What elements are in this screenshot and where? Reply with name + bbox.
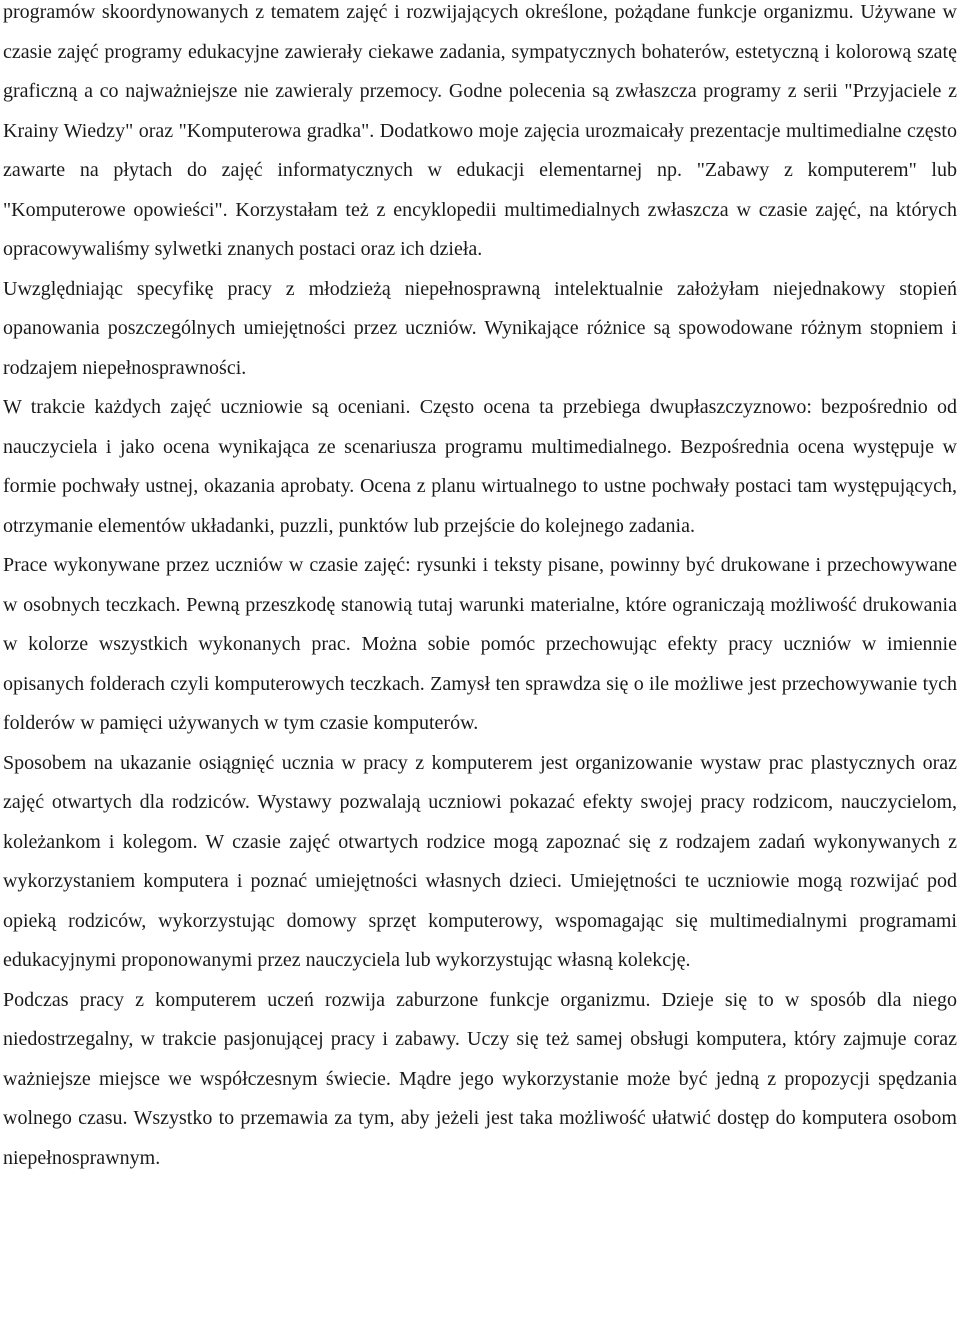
- paragraph-specificity: Uwzględniając specyfikę pracy z młodzieżą niepełnosprawną intelektualnie założyłam niejednakowy stopień opanowania poszczególnych umiejętności przez uczniów. Wynikające różnice są spowodowane różnym stopniem i rodzajem niepełnosprawności.: [3, 277, 957, 379]
- paragraph-assessment: W trakcie każdych zajęć uczniowie są oceniani. Często ocena ta przebiega dwupłaszczyznowo: bezpośrednio od nauczyciela i jako ocena wynikająca ze scenariusza programu multimedialnego. Bezpośrednia ocena występuje w formie pochwały ustnej, okazania aprobaty. Ocena z planu wirtualnego to ustne pochwały postaci tam występujących, otrzymanie elementów układanki, puzzli, punktów lub przejście do kolejnego zadania.: [3, 396, 957, 537]
- paragraph-conclusion: Podczas pracy z komputerem uczeń rozwija zaburzone funkcje organizmu. Dzieje się to w sposób dla niego niedostrzegalny, w trakcie pasjonującej pracy i zabawy. Uczy się też samej obsługi komputera, który zajmuje coraz ważniejsze miejsce we współczesnym świecie. Mądre jego wykorzystanie może być jedną z propozycji spędzania wolnego czasu. Wszystko to przemawia za tym, aby jeżeli jest taka możliwość ułatwić dostęp do komputera osobom niepełnosprawnym.: [3, 988, 957, 1169]
- paragraph-exhibitions: Sposobem na ukazanie osiągnięć ucznia w pracy z komputerem jest organizowanie wystaw prac plastycznych oraz zajęć otwartych dla rodziców. Wystawy pozwalają uczniowi pokazać efekty swojej pracy rodzicom, nauczycielom, koleżankom i kolegom. W czasie zajęć otwartych rodzice mogą zapoznać się z rodzajem zadań wykonywanych z wykorzystaniem komputera i poznać umiejętności własnych dzieci. Umiejętności te uczniowie mogą rozwijać pod opieką rodziców, wykorzystując domowy sprzęt komputerowy, wspomagając się multimedialnymi programami edukacyjnymi proponowanymi przez nauczyciela lub wykorzystując własną kolekcję.: [3, 751, 957, 971]
- paragraph-student-work: Prace wykonywane przez uczniów w czasie zajęć: rysunki i teksty pisane, powinny być drukowane i przechowywane w osobnych teczkach. Pewną przeszkodę stanowią tutaj warunki materialne, które ograniczają możliwość drukowania w kolorze wszystkich wykonanych prac. Można sobie pomóc przechowując efekty pracy uczniów w imiennie opisanych folderach czyli komputerowych teczkach. Zamysł ten sprawdza się o ile możliwe jest przechowywanie tych folderów w pamięci używanych w tym czasie komputerów.: [3, 554, 957, 734]
- document-body: [3, 0, 957, 1178]
- paragraph-programs: programów skoordynowanych z tematem zajęć i rozwijających określone, pożądane funkcje organizmu. Używane w czasie zajęć programy edukacyjne zawierały ciekawe zadania, sympatycznych bohaterów, estetyczną i kolorową szatę graficzną a co najważniejsze nie zawieraly przemocy. Godne polecenia są zwłaszcza programy z serii "Przyjaciele z Krainy Wiedzy" oraz "Komputerowa gradka". Dodatkowo moje zajęcia urozmaicały prezentacje multimedialne często zawarte na płytach do zajęć informatycznych w edukacji elementarnej np. "Zabawy z komputerem" lub "Komputerowe opowieści". Korzystałam też z encyklopedii multimedialnych zwłaszcza w czasie zajęć, na których opracowywaliśmy sylwetki znanych postaci oraz ich dzieła.: [3, 1, 957, 260]
